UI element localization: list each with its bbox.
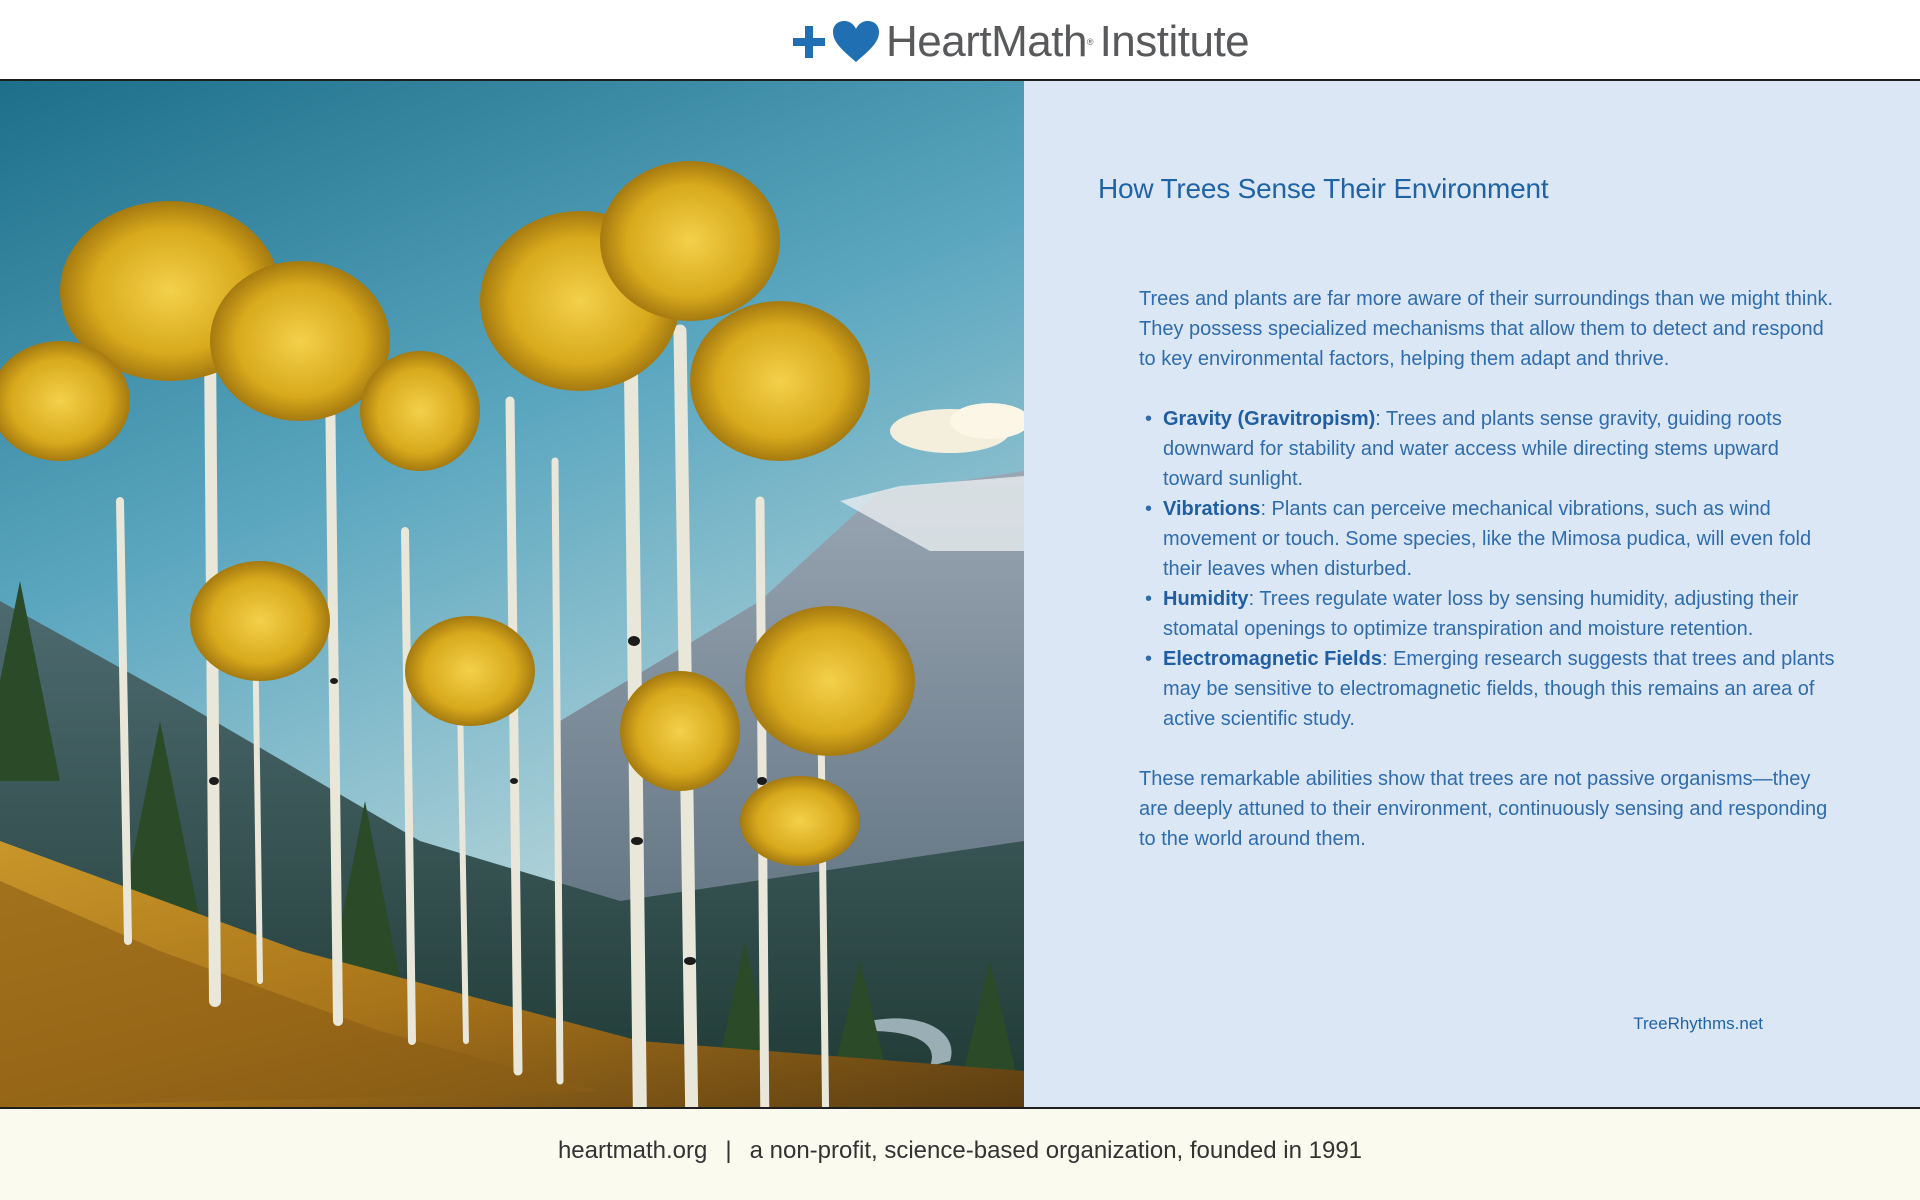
site-header — [0, 0, 1920, 81]
term-humidity: Humidity — [1163, 588, 1249, 610]
list-item-electromagnetic — [1139, 644, 1839, 734]
info-panel — [1024, 81, 1920, 1107]
heart-icon — [832, 20, 880, 64]
list-item-vibrations — [1139, 494, 1839, 584]
intro-paragraph: Trees and plants are far more aware of their surroundings than we might think. They possess specialized mechanisms that allow them to detect and respond to key environmental factors, helping them adapt and thrive. — [1139, 288, 1834, 370]
list-item-humidity — [1139, 584, 1839, 644]
term-vibrations: Vibrations — [1163, 498, 1261, 520]
text-humidity: : Trees regulate water loss by sensing humidity, adjusting their stomatal openings to optimize transpiration and moisture retention. — [1163, 588, 1799, 640]
logo-name: HeartMath — [886, 17, 1087, 66]
text-vibrations: : Plants can perceive mechanical vibrations, such as wind movement or touch. Some species, like the Mimosa pudica, will even fold their leaves when disturbed. — [1163, 498, 1812, 580]
term-gravity: Gravity (Gravitropism) — [1163, 408, 1376, 430]
footer-text — [558, 1137, 1362, 1165]
footer-tagline: a non-profit, science-based organization, founded in 1991 — [749, 1137, 1363, 1164]
term-electromagnetic: Electromagnetic Fields — [1163, 648, 1382, 670]
text-gravity: : Trees and plants sense gravity, guiding roots downward for stability and water access while directing stems upward toward sunlight. — [1163, 408, 1782, 490]
heartmath-logo[interactable] — [792, 14, 1249, 70]
panel-body — [1139, 284, 1839, 854]
registered-mark: ® — [1086, 37, 1094, 47]
footer-separator: | — [725, 1137, 732, 1164]
treerhythms-link[interactable]: TreeRhythms.net — [1633, 1014, 1763, 1033]
aspen-forest-image — [0, 81, 1024, 1107]
panel-title: How Trees Sense Their Environment — [1098, 173, 1549, 204]
logo-suffix: Institute — [1099, 17, 1250, 66]
site-footer — [0, 1107, 1920, 1200]
conclusion-paragraph: These remarkable abilities show that trees are not passive organisms—they are deeply attuned to their environment, continuously sensing and responding to the world around them. — [1139, 768, 1828, 850]
text-electromagnetic: : Emerging research suggests that trees and plants may be sensitive to electromagnetic fields, though this remains an area of active scientific study. — [1163, 648, 1835, 730]
sense-list — [1139, 404, 1839, 734]
footer-site-link[interactable]: heartmath.org — [557, 1137, 708, 1164]
plus-icon — [792, 25, 826, 59]
list-item-gravity — [1139, 404, 1839, 494]
